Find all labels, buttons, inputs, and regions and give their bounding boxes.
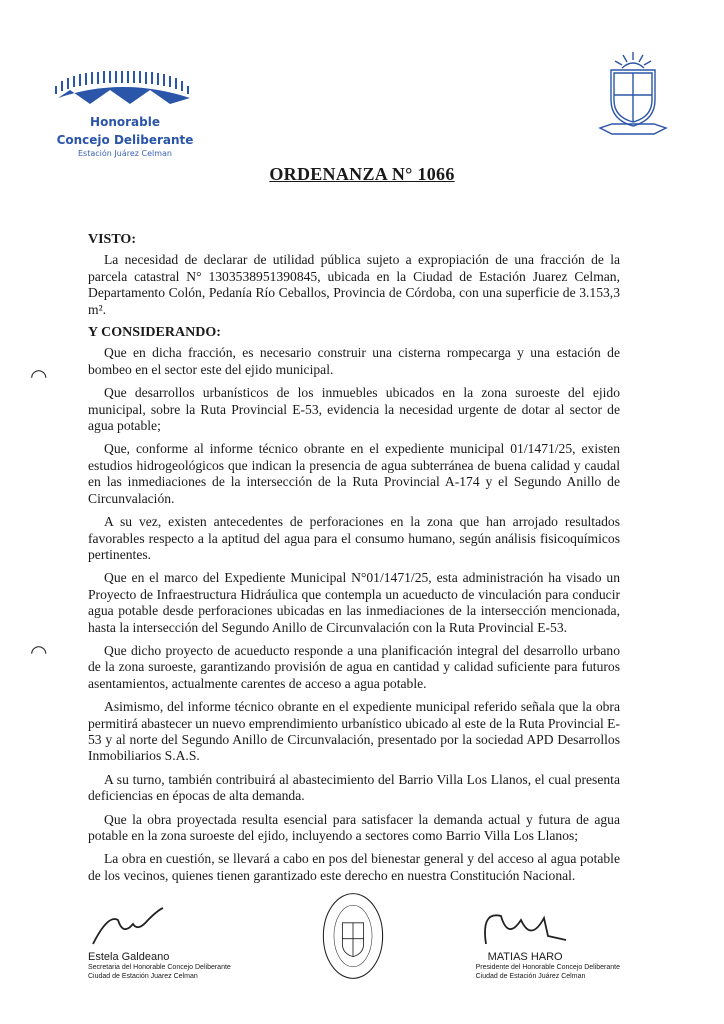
- punch-hole-mark: ◠: [30, 366, 48, 388]
- signer-role: Presidente del Honorable Concejo Deliberante: [475, 964, 620, 972]
- official-seal-stamp: [313, 891, 393, 981]
- bridge-arch-icon: [50, 66, 200, 106]
- logo-line3: Estación Juárez Celman: [78, 149, 172, 158]
- signer-city: Ciudad de Estación Juarez Celman: [88, 973, 198, 981]
- visto-heading: VISTO:: [88, 232, 136, 247]
- paragraph: Que, conforme al informe técnico obrante en el expediente municipal 01/1471/25, existen estudios hidrogeológicos que indican la presencia de agua subterránea de buena calidad y caudal en las inmediaciones de la intersección de la Ruta Provincial A-174 y el Segundo Anillo de Circunvalación.: [88, 441, 620, 506]
- paragraph: A su turno, también contribuirá al abastecimiento del Barrio Villa Los Llanos, el cual presenta deficiencias en épocas de alta demanda.: [88, 771, 620, 804]
- paragraph: Que la obra proyectada resulta esencial para satisfacer la demanda actual y futura de agua potable en la zona suroeste del ejido, incluyendo a sectores como Barrio Villa Los Llanos;: [88, 811, 620, 843]
- considerando-heading: Y CONSIDERANDO:: [88, 325, 221, 341]
- page-title: ORDENANZA N° 1066: [269, 164, 455, 184]
- signer-name: MATIAS HARO: [487, 951, 563, 964]
- document-body: [88, 232, 620, 884]
- paragraph: Que dicho proyecto de acueducto responde a una planificación integral del desarrollo urbano de la zona suroeste, garantizando provisión de agua en cantidad y calidad suficiente para futuros asentamientos, actualmente carentes de acceso a agua potable.: [88, 642, 620, 691]
- municipal-crest-icon: [598, 50, 668, 136]
- signature-estela-galdeano: [88, 906, 168, 946]
- paragraph: Que desarrollos urbanísticos de los inmuebles ubicados en la zona suroeste del ejido municipal, sobre la Ruta Provincial E-53, evidencia la necesidad urgente de dotar al sector de agua potable;: [88, 385, 620, 434]
- paragraph: A su vez, existen antecedentes de perforaciones en la zona que han arrojado resultados favorables respecto a la aptitud del agua para el consumo humano, según análisis fisicoquímicos pertinentes.: [88, 514, 620, 562]
- punch-hole-mark: ◠: [30, 642, 48, 664]
- right-signature-block: [476, 906, 620, 981]
- signer-city: Ciudad de Estación Juárez Celman: [475, 973, 586, 981]
- logo-line2: Concejo Deliberante: [56, 133, 194, 147]
- paragraph: Que en dicha fracción, es necesario construir una cisterna rompecarga y una estación de bombeo en el sector este del ejido municipal.: [88, 345, 620, 377]
- signer-role: Secretaria del Honorable Concejo Deliberante: [88, 964, 231, 972]
- council-logo: [50, 66, 200, 158]
- signature-matias-haro: [476, 906, 586, 946]
- paragraph: Que en el marco del Expediente Municipal N°01/1471/25, esta administración ha visado un Proyecto de Infraestructura Hidráulica que contempla un acueducto de vinculación para conducir agua potable desde perforaciones ubicadas en las inmediaciones de la intersección mencionada, hasta la intersección del Segundo Anillo de Circunvalación con la Ruta Provincial E-53.: [88, 570, 620, 635]
- signer-name: Estela Galdeano: [88, 951, 170, 964]
- signature-row: [88, 891, 620, 981]
- logo-line1: Honorable: [90, 115, 160, 129]
- paragraph: La obra en cuestión, se llevará a cabo en pos del bienestar general y del acceso al agua potable de los vecinos, quienes tienen garantizado este derecho en nuestra Constitución Nacional.: [88, 851, 620, 883]
- paragraph: Asimismo, del informe técnico obrante en el expediente municipal referido señala que la obra permitirá abastecer un nuevo emprendimiento urbanístico ubicado al este de la Ruta Provincial E-53 y al norte del Segundo Anillo de Circunvalación, presentado por la sociedad APD Desarrollos Inmobiliarios S.A.S.: [88, 699, 620, 764]
- visto-paragraph: La necesidad de declarar de utilidad pública sujeto a expropiación de una fracción de la parcela catastral N° 1303538951390845, ubicada en la Ciudad de Estación Juarez Celman, Departamento Colón, Pedanía Río Ceballos, Provincia de Córdoba, con una superficie de 3.153,3 m².: [88, 252, 620, 317]
- left-signature-block: [88, 906, 231, 981]
